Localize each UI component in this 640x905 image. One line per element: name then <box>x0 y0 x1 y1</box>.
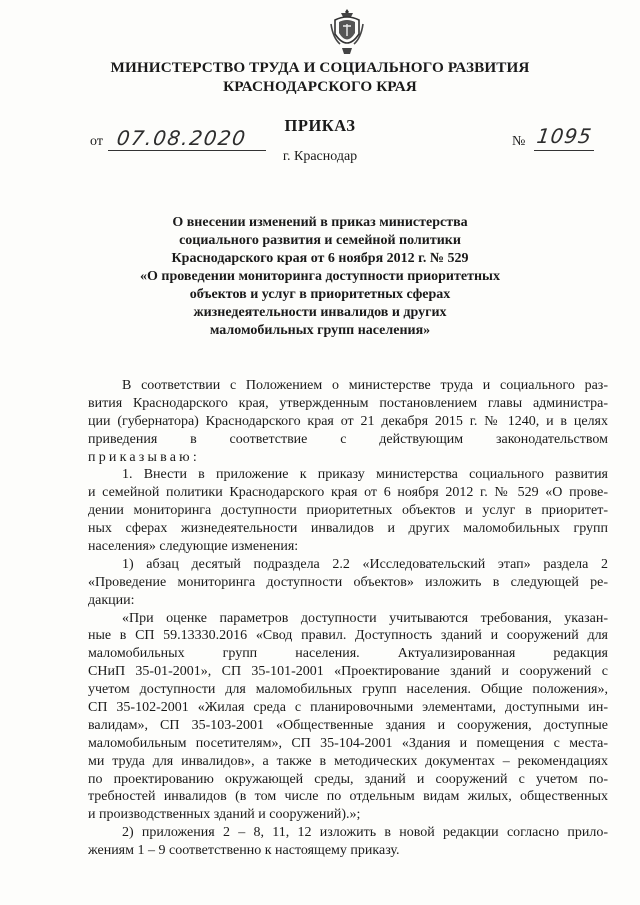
title-line: социального развития и семейной политики <box>179 233 461 248</box>
body-line: СП 35-102-2001 «Жилая среда с планировочными элементами, доступными ин- <box>88 700 608 716</box>
body-line: ции (губернатора) Краснодарского края от 21 декабря 2015 г. № 1240, и в целях <box>88 413 608 429</box>
body-line: по проектированию окружающей среды, зданий и сооружений с учетом по- <box>88 771 608 787</box>
body-line: валидам», СП 35-103-2001 «Общественные здания и сооружения, доступные <box>88 717 608 733</box>
date-label: от <box>90 134 103 149</box>
document-type: ПРИКАЗ <box>284 116 356 135</box>
ministry-name-line1: МИНИСТЕРСТВО ТРУДА И СОЦИАЛЬНОГО РАЗВИТИЯ <box>110 59 530 76</box>
coat-of-arms-icon <box>330 8 364 56</box>
title-line: жизнедеятельности инвалидов и других <box>193 305 447 320</box>
body-line: учетом доступности для маломобильных групп населения. Общие положения», <box>88 682 608 698</box>
body-line: СНиП 35-01-2001», СП 35-101-2001 «Проектирование зданий и сооружений с <box>88 664 608 680</box>
body-line: ные в СП 59.13330.2016 «Свод правил. Доступность зданий и сооружений для <box>88 628 608 644</box>
body-line: 1) абзац десятый подраздела 2.2 «Исследовательский этап» раздела 2 <box>122 556 608 572</box>
body-line: и семейной политики Краснодарского края от 6 ноября 2012 г. № 529 «О прове- <box>88 485 608 501</box>
body-line: приведения в соответствие с действующим законодательством <box>88 431 608 447</box>
order-body <box>88 377 608 860</box>
body-line: населения» следующие изменения: <box>88 539 299 555</box>
body-line: дении мониторинга доступности приоритетных объектов и услуг в приоритет- <box>88 503 608 519</box>
city: г. Краснодар <box>282 149 358 164</box>
body-line: «При оценке параметров доступности учитываются требования, указан- <box>122 610 608 626</box>
body-line: 1. Внести в приложение к приказу министерства социального развития <box>122 467 608 483</box>
ministry-name-line2: КРАСНОДАРСКОГО КРАЯ <box>223 78 417 95</box>
title-line: маломобильных групп населения» <box>209 323 431 338</box>
body-line: ми труда для инвалидов», а также в методических документах – рекомендациях <box>88 753 608 769</box>
body-line: дакции: <box>88 592 135 608</box>
body-line: требностей инвалидов (в том числе по отдельным видам жилых, общественных <box>88 789 608 805</box>
body-line: ных сферах жизнедеятельности инвалидов и других маломобильных групп <box>88 521 608 537</box>
body-line: 2) приложения 2 – 8, 11, 12 изложить в новой редакции согласно прило- <box>122 825 608 841</box>
body-line: В соответствии с Положением о министерстве труда и социального раз- <box>122 378 608 393</box>
body-line: приказываю: <box>88 449 200 465</box>
title-line: объектов и услуг в приоритетных сферах <box>189 287 451 302</box>
body-line: и производственных зданий и сооружений).»; <box>88 807 361 823</box>
date-value: 07.08.2020 <box>115 126 249 150</box>
body-line: маломобильных групп населения. Актуализированная редакция <box>88 646 608 662</box>
title-line: Краснодарского края от 6 ноября 2012 г. № 529 <box>171 251 469 266</box>
title-line: О внесении изменений в приказ министерства <box>172 215 468 230</box>
body-line: «Проведение мониторинга доступности объектов» изложить в следующей ре- <box>88 574 608 590</box>
number-value: 1095 <box>535 124 594 148</box>
body-line: жениям 1 – 9 соответственно к настоящему приказу. <box>88 843 400 859</box>
body-line: вития Краснодарского края, утвержденным постановлением главы администра- <box>88 395 608 411</box>
order-title <box>120 214 520 340</box>
body-line: маломобильным посетителям», СП 35-104-2001 «Здания и помещения с места- <box>88 735 608 751</box>
number-label: № <box>512 134 526 149</box>
title-line: «О проведении мониторинга доступности приоритетных <box>140 269 500 284</box>
